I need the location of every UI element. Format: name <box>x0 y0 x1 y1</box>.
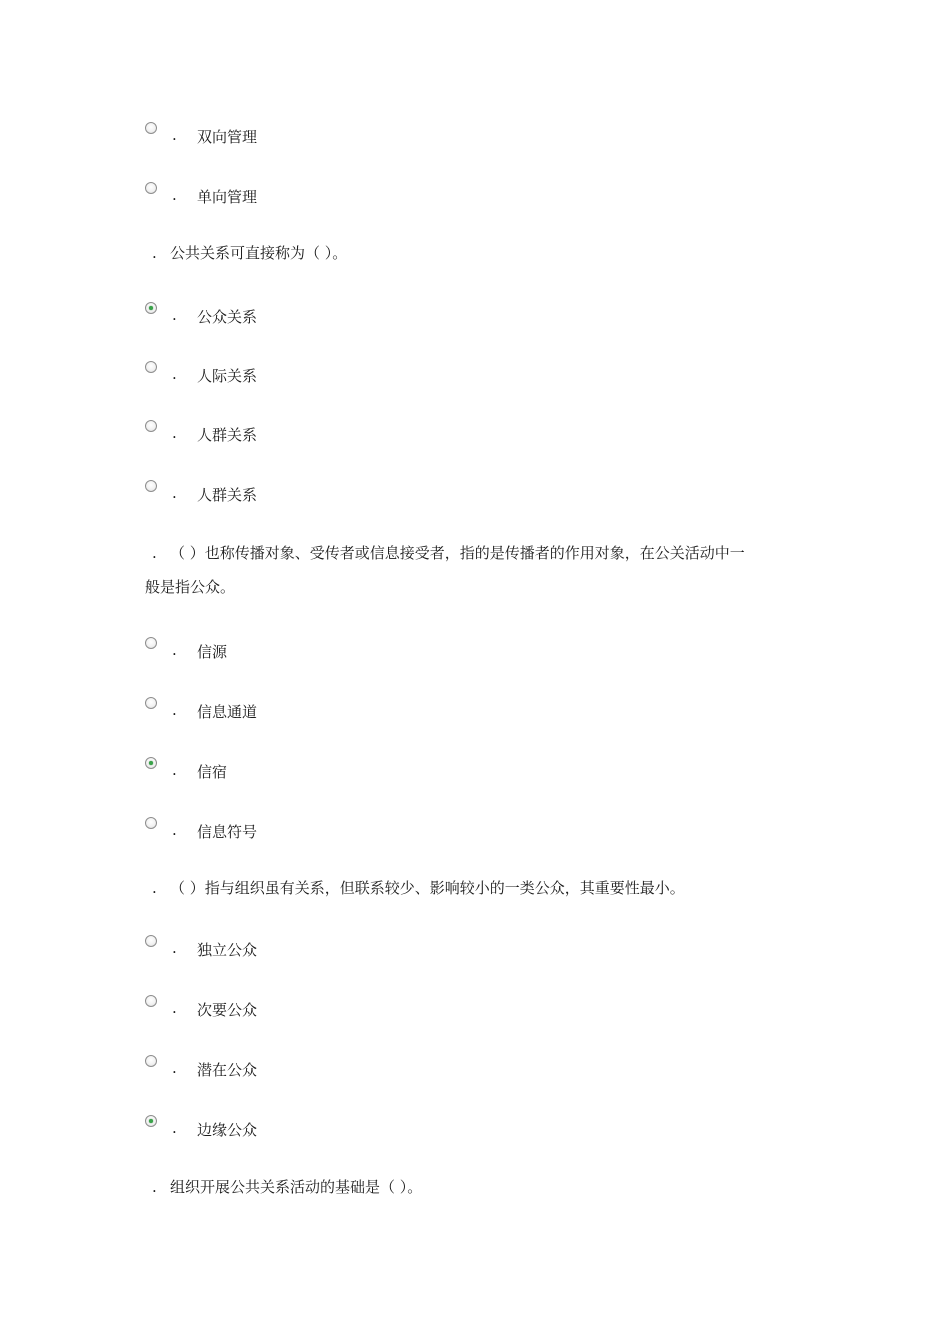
option-marker: . <box>172 1059 177 1077</box>
option-label: 独立公众 <box>197 941 258 959</box>
option-row[interactable] <box>0 1055 950 1085</box>
option-label: 信息符号 <box>197 823 258 841</box>
option-label: 人群关系 <box>197 486 258 504</box>
option-label: 信息通道 <box>197 703 258 721</box>
radio-button-selected[interactable] <box>145 302 157 314</box>
option-label: 信宿 <box>197 763 228 781</box>
option-row[interactable] <box>0 637 950 667</box>
option-marker: . <box>172 701 177 719</box>
radio-button[interactable] <box>145 817 157 829</box>
question-stem: 公共关系可直接称为（ ）。 <box>170 244 348 262</box>
option-row[interactable] <box>0 995 950 1025</box>
option-label: 单向管理 <box>197 188 258 206</box>
radio-button[interactable] <box>145 361 157 373</box>
option-label: 边缘公众 <box>197 1121 258 1139</box>
option-marker: . <box>172 1119 177 1137</box>
radio-button[interactable] <box>145 935 157 947</box>
question-stem: （ ）也称传播对象、受传者或信息接受者，指的是传播者的作用对象，在公关活动中一 <box>170 544 745 562</box>
option-label: 次要公众 <box>197 1001 258 1019</box>
radio-button[interactable] <box>145 182 157 194</box>
option-marker: . <box>172 365 177 383</box>
option-marker: . <box>172 484 177 502</box>
radio-button[interactable] <box>145 122 157 134</box>
option-label: 公众关系 <box>197 308 258 326</box>
option-marker: . <box>172 821 177 839</box>
radio-button-selected[interactable] <box>145 757 157 769</box>
option-marker: . <box>172 761 177 779</box>
option-row[interactable] <box>0 697 950 727</box>
option-row[interactable] <box>0 817 950 847</box>
option-row[interactable] <box>0 1115 950 1145</box>
option-marker: . <box>172 939 177 957</box>
option-label: 人际关系 <box>197 367 258 385</box>
radio-button[interactable] <box>145 420 157 432</box>
radio-button[interactable] <box>145 637 157 649</box>
radio-button[interactable] <box>145 697 157 709</box>
radio-button[interactable] <box>145 480 157 492</box>
question-stem: 组织开展公共关系活动的基础是（ ）。 <box>170 1178 423 1196</box>
radio-button-selected[interactable] <box>145 1115 157 1127</box>
option-row[interactable] <box>0 757 950 787</box>
option-row[interactable] <box>0 302 950 332</box>
radio-button[interactable] <box>145 995 157 1007</box>
option-label: 潜在公众 <box>197 1061 258 1079</box>
radio-button[interactable] <box>145 1055 157 1067</box>
option-marker: . <box>172 999 177 1017</box>
option-row[interactable] <box>0 480 950 510</box>
option-row[interactable] <box>0 122 950 152</box>
option-marker: . <box>172 424 177 442</box>
question-stem-continued: 般是指公众。 <box>145 578 236 596</box>
question-marker: . <box>152 1178 157 1196</box>
option-label: 双向管理 <box>197 128 258 146</box>
option-marker: . <box>172 306 177 324</box>
option-marker: . <box>172 186 177 204</box>
question-marker: . <box>152 879 157 897</box>
option-row[interactable] <box>0 182 950 212</box>
option-row[interactable] <box>0 935 950 965</box>
question-marker: . <box>152 244 157 262</box>
option-marker: . <box>172 641 177 659</box>
question-marker: . <box>152 544 157 562</box>
option-row[interactable] <box>0 361 950 391</box>
option-label: 信源 <box>197 643 228 661</box>
option-row[interactable] <box>0 420 950 450</box>
question-stem: （ ）指与组织虽有关系，但联系较少、影响较小的一类公众，其重要性最小。 <box>170 879 685 897</box>
option-marker: . <box>172 126 177 144</box>
option-label: 人群关系 <box>197 426 258 444</box>
